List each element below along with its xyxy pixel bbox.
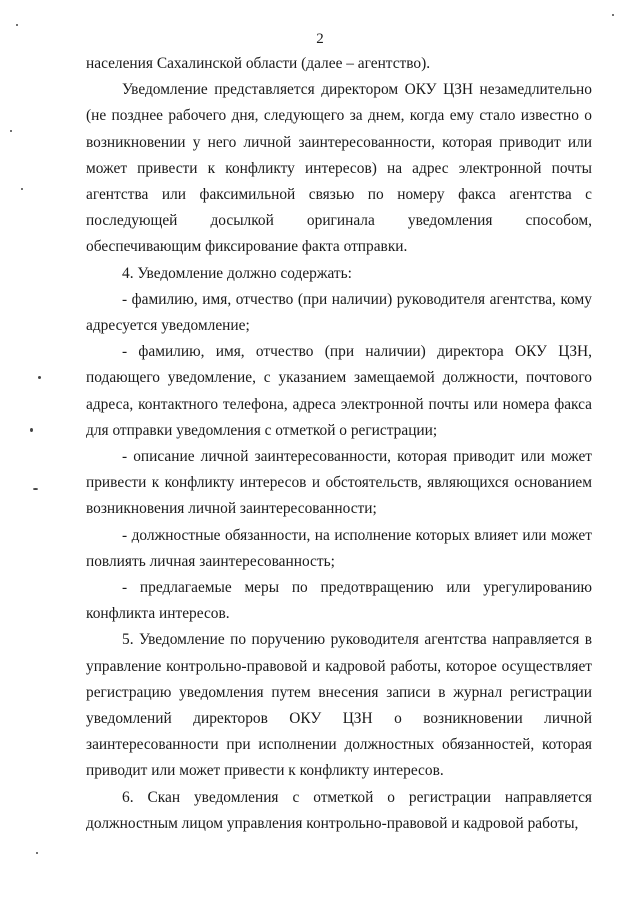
list-item-director-details: - фамилию, имя, отчество (при наличии) директора ОКУ ЦЗН, подающего уведомление, с указанием замещаемой должности, почтового адреса, контактного телефона, адреса электронной почты или номера факса для отправки уведомления с отметкой о регистрации; [86, 343, 592, 439]
paragraph-item-6: 6. Скан уведомления с отметкой о регистрации направляется должностным лицом управления контрольно-правовой и кадровой работы, [86, 788, 592, 832]
paragraph-item-4: 4. Уведомление должно содержать: [122, 264, 352, 282]
scan-speck [36, 852, 38, 854]
scan-speck [612, 14, 614, 16]
scan-speck [33, 488, 38, 490]
scan-speck [16, 24, 18, 26]
paragraph-notification-submission: Уведомление представляется директором ОКУ ЦЗН незамедлительно (не позднее рабочего дня, следующего за днем, когда ему стало известно о возникновении у него личной заинтересованности, которая приводит или может привести к конфликту интересов) на адрес электронной почты агентства или факсимильной связью по номеру факса агентства с последующей досылкой оригинала уведомления способом, обеспечивающим фиксирование факта отправки. [86, 81, 592, 256]
list-item-addressee: - фамилию, имя, отчество (при наличии) руководителя агентства, кому адресуется уведомление; [86, 290, 592, 335]
scan-speck [38, 376, 41, 379]
document-body [86, 51, 592, 837]
list-item-interest-description: - описание личной заинтересованности, которая приводит или может привести к конфликту интересов и обстоятельств, являющихся основанием возникновения личной заинтересованности; [86, 448, 592, 518]
list-item-proposed-measures: - предлагаемые меры по предотвращению или урегулированию конфликта интересов. [86, 579, 592, 623]
scan-speck [30, 428, 33, 432]
scan-speck [10, 130, 12, 132]
paragraph-item-5: 5. Уведомление по поручению руководителя агентства направляется в управление контрольно-правовой и кадровой работы, которое осуществляет регистрацию уведомления путем внесения записи в журнал регистрации уведомлений директоров ОКУ ЦЗН о возникновении личной заинтересованности при исполнении должностных обязанностей, которая приводит или может привести к конфликту интересов. [86, 631, 592, 780]
scan-speck [21, 188, 23, 190]
list-item-duties: - должностные обязанности, на исполнение которых влияет или может повлиять личная заинтересованность; [86, 526, 592, 570]
page-number: 2 [316, 31, 324, 47]
paragraph-continuation: населения Сахалинской области (далее – агентство). [86, 55, 431, 72]
